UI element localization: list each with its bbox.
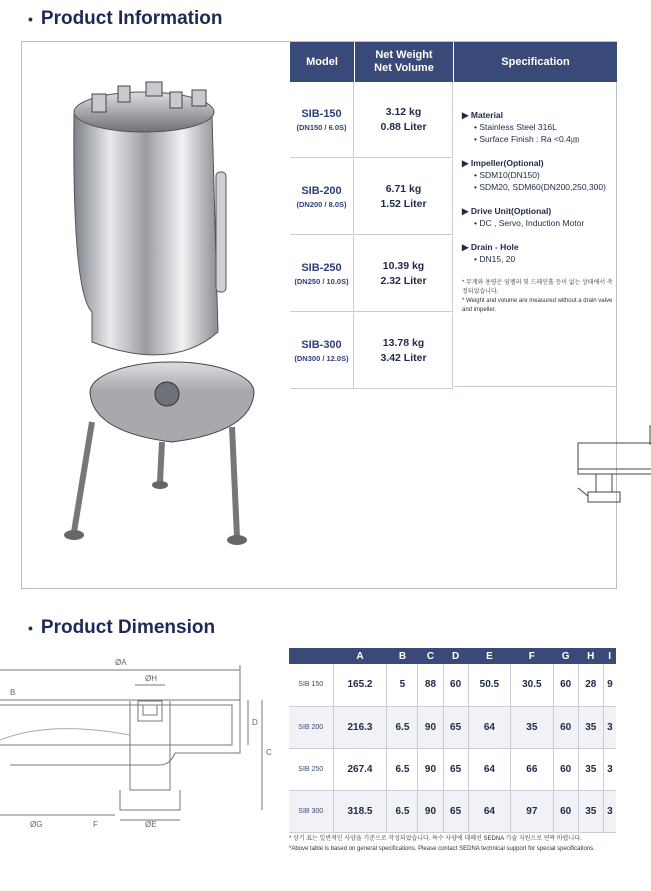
col-header (289, 648, 333, 664)
net-volume: 0.88 Liter (380, 121, 427, 133)
dim-label-d: D (252, 718, 258, 727)
spec-heading: ▶ Drive Unit(Optional) (462, 206, 552, 216)
spec-item: • DN15, 20 (474, 254, 516, 264)
dim-label-f: F (93, 820, 98, 829)
table-row (289, 790, 616, 832)
table-cell: 35 (578, 748, 603, 790)
table-cell: 60 (553, 664, 578, 706)
table-cell: 60 (553, 748, 578, 790)
table-cell: 30.5 (511, 664, 553, 706)
table-cell: 216.3 (333, 706, 387, 748)
col-header: E (468, 648, 510, 664)
model-cell (290, 236, 354, 312)
table-row (289, 706, 616, 748)
row-label: SIB 250 (289, 748, 333, 790)
net-weight: 3.12 kg (385, 106, 422, 118)
table-cell: 64 (468, 706, 510, 748)
header-model: Model (290, 42, 354, 82)
table-cell: 3 (603, 706, 616, 748)
net-volume: 1.52 Liter (380, 198, 427, 210)
header-specification: Specification (454, 42, 617, 82)
dim-label-a: ØA (115, 658, 127, 667)
table-cell: 9 (603, 664, 616, 706)
dim-label-e: ØE (145, 820, 157, 829)
spec-item: • DC , Servo, Induction Motor (474, 218, 585, 228)
table-cell: 88 (418, 664, 443, 706)
table-cell: 318.5 (333, 790, 387, 832)
table-cell: 3 (603, 790, 616, 832)
table-cell: 65 (443, 748, 468, 790)
spec-item: • Surface Finish : Ra <0.4㎛ (474, 134, 580, 144)
specification-cell (454, 82, 617, 387)
bullet-dot: • (28, 11, 33, 27)
section-title-text: Product Dimension (40, 617, 216, 638)
footnote-english: *Above table is based on general specifications. Please contact SEDNA technical support for special specifications. (289, 846, 595, 852)
spec-item: • Stainless Steel 316L (474, 122, 557, 132)
table-cell: 6.5 (387, 790, 418, 832)
col-header: C (418, 648, 443, 664)
net-volume: 2.32 Liter (380, 275, 427, 287)
note-korean: * 무게와 용량은 임펠러 및 드레인홀 등이 없는 상태에서 측정되었습니다. (462, 280, 613, 295)
table-cell: 3 (603, 748, 616, 790)
header-weight: Net Weight (375, 49, 433, 61)
model-cell (290, 159, 354, 235)
product-info-frame (21, 41, 617, 589)
spec-item: • SDM10(DN150) (474, 170, 540, 180)
vessel-photo (22, 42, 290, 588)
model-row (290, 236, 453, 312)
table-cell: 90 (418, 748, 443, 790)
model-dn: (DN200 / 8.0S) (296, 200, 347, 209)
table-cell: 6.5 (387, 706, 418, 748)
net-volume: 3.42 Liter (380, 352, 427, 364)
header-volume: Net Volume (374, 62, 434, 74)
col-header: D (443, 648, 468, 664)
model-dn: (DN250 / 10.0S) (294, 277, 349, 286)
table-cell: 60 (553, 790, 578, 832)
col-header: B (387, 648, 418, 664)
table-cell: 35 (578, 706, 603, 748)
product-information-title (28, 8, 222, 30)
col-header: A (333, 648, 387, 664)
model-name: SIB-250 (301, 262, 342, 274)
weight-volume-cell (355, 159, 453, 235)
dimension-table (289, 648, 616, 833)
model-dn: (DN150 / 6.0S) (296, 123, 347, 132)
table-cell: 66 (511, 748, 553, 790)
spec-item: • SDM20, SDM60(DN200,250,300) (474, 182, 606, 192)
model-cell (290, 313, 354, 389)
table-cell: 6.5 (387, 748, 418, 790)
model-row (290, 313, 453, 389)
model-name: SIB-200 (301, 185, 342, 197)
row-label: SIB 150 (289, 664, 333, 706)
product-dimension-title (28, 617, 215, 639)
table-cell: 64 (468, 790, 510, 832)
weight-volume-cell (355, 313, 453, 389)
spec-impeller (462, 158, 617, 193)
header-weight-volume (355, 42, 453, 82)
model-dn: (DN300 / 12.0S) (294, 354, 349, 363)
net-weight: 6.71 kg (385, 183, 422, 195)
table-row (289, 664, 616, 706)
row-label: SIB 300 (289, 790, 333, 832)
spec-heading: ▶ Drain - Hole (462, 242, 519, 252)
table-cell: 64 (468, 748, 510, 790)
net-weight: 13.78 kg (382, 337, 425, 349)
model-row (290, 159, 453, 235)
bullet-dot: • (28, 620, 33, 636)
dim-label-g: ØG (30, 820, 43, 829)
section-title-text: Product Information (40, 8, 223, 29)
table-cell: 90 (418, 790, 443, 832)
col-header: F (511, 648, 553, 664)
col-header: H (578, 648, 603, 664)
weight-volume-cell (355, 236, 453, 312)
spec-note (462, 279, 617, 315)
dimension-drawing (0, 645, 285, 835)
model-cell (290, 82, 354, 158)
table-cell: 35 (511, 706, 553, 748)
table-cell: 90 (418, 706, 443, 748)
table-cell: 65 (443, 706, 468, 748)
col-header: I (603, 648, 616, 664)
spec-material (462, 110, 617, 145)
table-cell: 60 (443, 664, 468, 706)
table-row (289, 748, 616, 790)
table-cell: 65 (443, 790, 468, 832)
table-cell: 5 (387, 664, 418, 706)
model-name: SIB-150 (301, 108, 342, 120)
table-cell: 50.5 (468, 664, 510, 706)
table-cell: 35 (578, 790, 603, 832)
note-english: * Weight and volume are measured without a drain valve and impeller. (462, 298, 613, 313)
component-drawings (558, 388, 651, 588)
net-weight: 10.39 kg (382, 260, 425, 272)
spec-drain-hole (462, 242, 617, 265)
spec-heading: ▶ Impeller(Optional) (462, 158, 544, 168)
dim-label-c: C (266, 748, 272, 757)
dimension-footnote (289, 834, 595, 854)
weight-volume-cell (355, 82, 453, 158)
dim-label-b: B (10, 688, 16, 697)
dim-label-h: ØH (145, 674, 157, 683)
footnote-korean: * 상기 표는 일반적인 사양을 기준으로 작성되었습니다. 특수 사양에 대해선 SEDNA 기술 지원으로 연락 바랍니다. (289, 836, 582, 842)
dimension-header-row (289, 648, 616, 664)
table-cell: 165.2 (333, 664, 387, 706)
model-row (290, 82, 453, 158)
table-cell: 97 (511, 790, 553, 832)
spec-drive-unit (462, 206, 617, 229)
col-header: G (553, 648, 578, 664)
table-cell: 28 (578, 664, 603, 706)
row-label: SIB 200 (289, 706, 333, 748)
table-cell: 60 (553, 706, 578, 748)
model-name: SIB-300 (301, 339, 342, 351)
spec-heading: ▶ Material (462, 110, 504, 120)
table-cell: 267.4 (333, 748, 387, 790)
